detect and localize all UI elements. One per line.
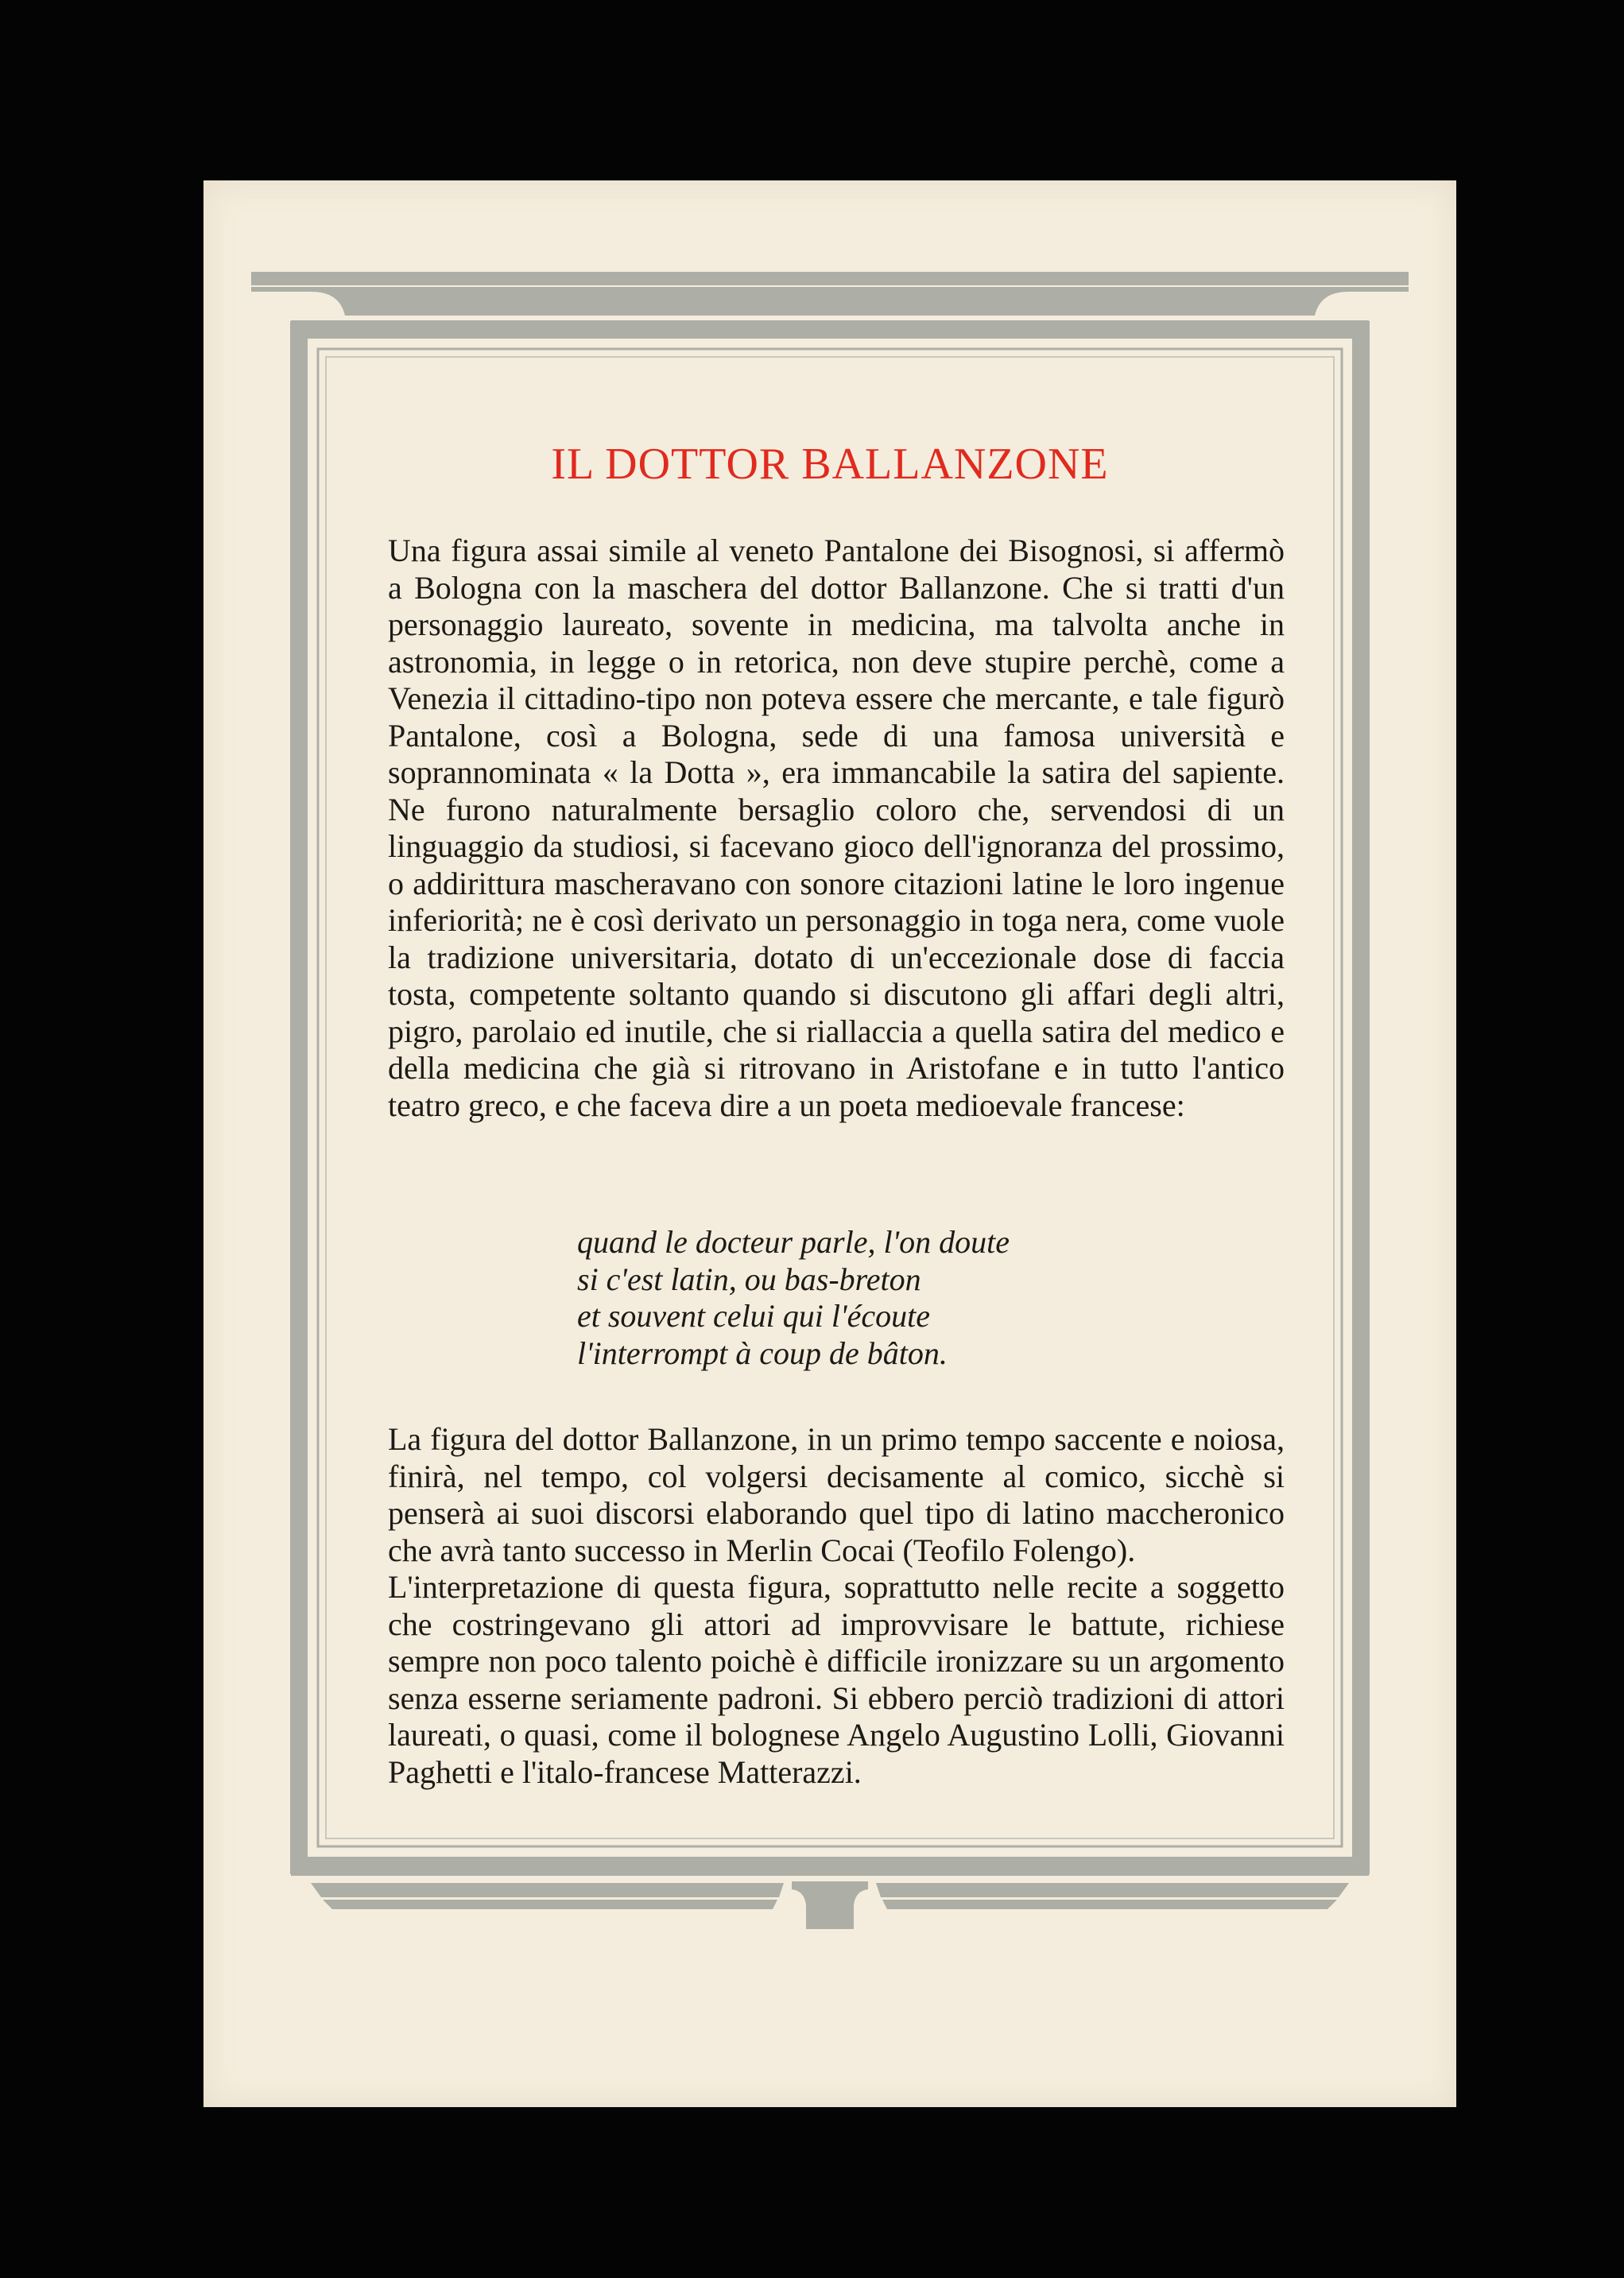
paragraph-3: L'interpretazione di questa figura, soprattutto nelle recite a soggetto che costringevano gli attori ad improvvisare le battute, richiese sempre non poco talento poichè è difficile ironizzare su un argomento senza esserne seriamente padroni. Si ebbero perciò tradizioni di attori laureati, o quasi, come il bolognese Angelo Augustino Lolli, Giovanni Paghetti e l'italo-francese Matterazzi. xyxy=(388,1569,1285,1790)
verse-quote xyxy=(577,1224,1010,1372)
paragraph-1: Una figura assai simile al veneto Pantalone dei Bisognosi, si affermò a Bologna con la maschera del dottor Ballanzone. Che si tratti d'un personaggio laureato, sovente in medicina, ma talvolta anche in astronomia, in legge o in retorica, non deve stupire perchè, come a Venezia il cittadino-tipo non poteva essere che mercante, e tale figurò Pantalone, così a Bologna, sede di una famosa università e soprannominata « la Dotta », era immancabile la satira del sapiente. Ne furono naturalmente bersaglio coloro che, servendosi di un linguaggio da studiosi, si facevano gioco dell'ignoranza del prossimo, o addirittura mascheravano con sonore citazioni latine le loro ingenue inferiorità; ne è così derivato un personaggio in toga nera, come vuole la tradizione universitaria, dotato di un'eccezionale dose di faccia tosta, competente soltanto quando si discutono gli affari degli altri, pigro, parolaio ed inutile, che si riallaccia a quella satira del medico e della medicina che già si ritrovano in Aristofane e in tutto l'antico teatro greco, e che faceva dire a un poeta medioevale francese: xyxy=(388,533,1285,1123)
page-title: IL DOTTOR BALLANZONE xyxy=(551,440,1109,489)
paragraph-2: La figura del dottor Ballanzone, in un primo tempo saccente e noiosa, finirà, nel tempo, col volgersi decisamente al comico, sicchè si penserà ai suoi discorsi elaborando quel tipo di latino maccheronico che avrà tanto successo in Merlin Cocai (Teofilo Folengo). xyxy=(388,1421,1285,1568)
paragraph-closing xyxy=(388,1421,1285,1791)
postcard xyxy=(203,180,1456,2107)
paragraph-intro xyxy=(388,533,1285,1124)
verse-line: l'interrompt à coup de bâton. xyxy=(577,1335,948,1371)
verse-line: et souvent celui qui l'écoute xyxy=(577,1298,930,1334)
verse-line: si c'est latin, ou bas-breton xyxy=(577,1261,921,1297)
verse-line: quand le docteur parle, l'on doute xyxy=(577,1224,1010,1260)
